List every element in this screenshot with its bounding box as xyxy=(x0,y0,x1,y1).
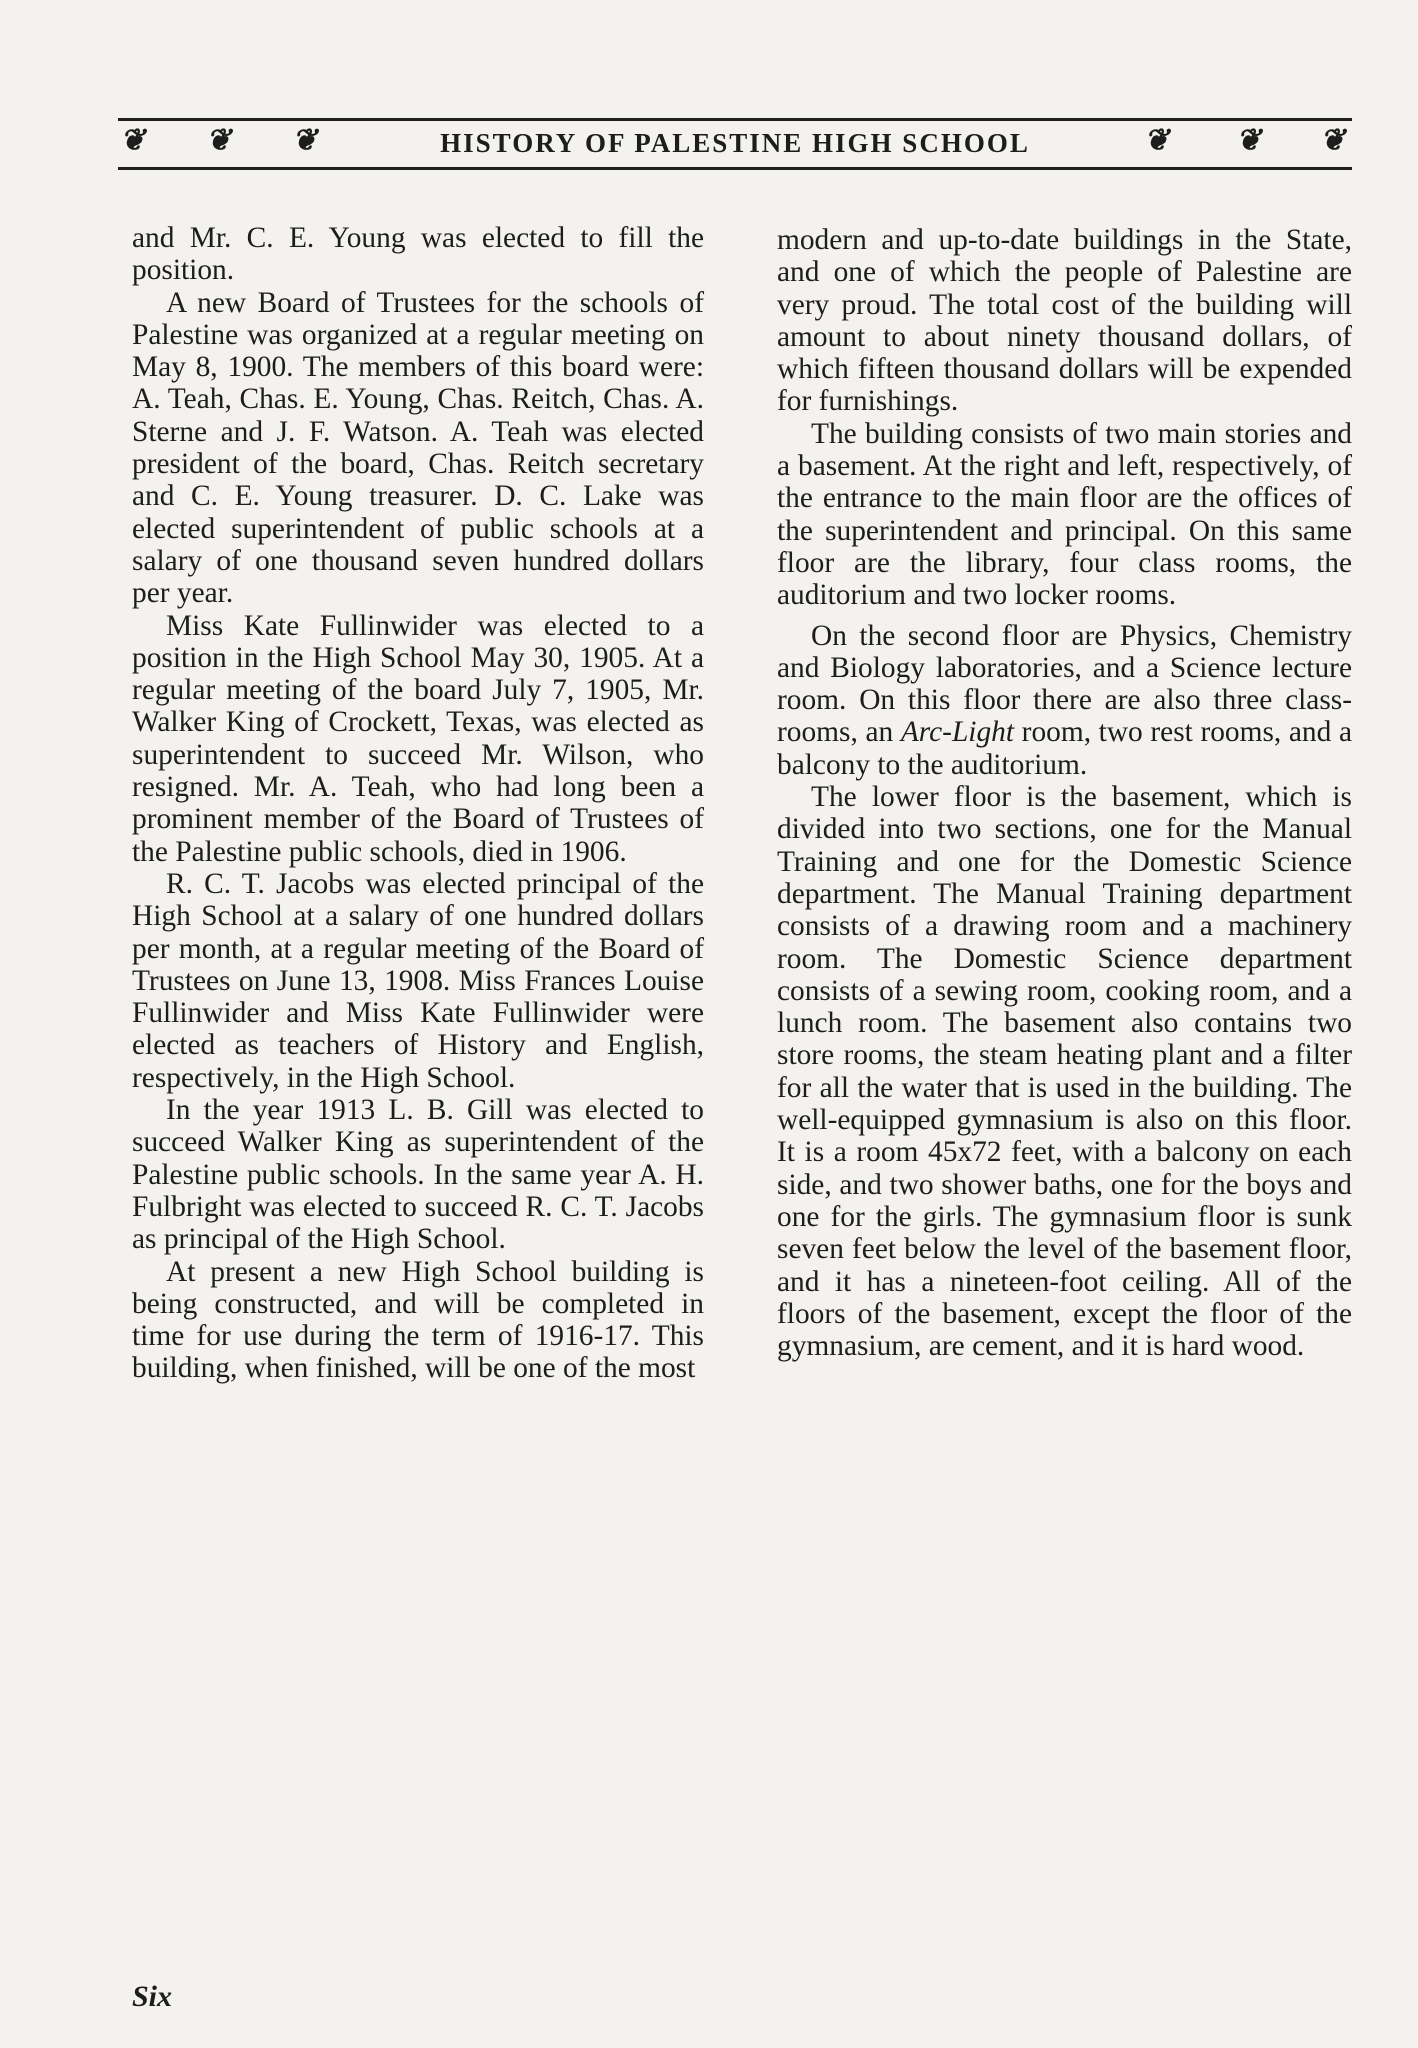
paragraph: At present a new High School building is being constructed, and will be completed in time for use during the term of 1916-17. This building, when finished, will be one of the most xyxy=(132,1255,704,1385)
header-rule-bottom xyxy=(118,167,1352,170)
running-title: HISTORY OF PALESTINE HIGH SCHOOL xyxy=(440,128,1030,158)
paragraph: modern and up-to-date buildings in the State, and one of which the people of Palestine are very proud. The total cost of the building will amount to about ninety thousand dollars, of which fifteen thousand dollars will be expended for furnishings. xyxy=(777,224,1352,418)
paragraph xyxy=(777,620,1352,781)
right-column xyxy=(777,224,1352,1362)
header-rule-top xyxy=(118,118,1352,121)
ornament-icon: ❦ xyxy=(120,123,146,158)
paragraph: R. C. T. Jacobs was elected principal of the High School at a salary of one hundred dollars per month, at a regular meeting of the Board of Trustees on June 13, 1908. Miss Frances Louise Fullinwider and Miss Kate Fullinwider were elected as teachers of History and English, respectively, in the High School. xyxy=(132,867,704,1094)
ornament-icon: ❦ xyxy=(206,123,232,158)
paragraph: The lower floor is the basement, which is divided into two sections, one for the Manual Training and one for the Domestic Science department. The Manual Training department consists of a drawing room and a machinery room. The Domestic Science department consists of a sewing room, cooking room, and a lunch room. The basement also contains two store rooms, the steam heating plant and a filter for all the water that is used in the building. The well-equipped gymnasium is also on this floor. It is a room 45x72 feet, with a balcony on each side, and two shower baths, one for the boys and one for the girls. The gymnasium floor is sunk seven feet below the level of the basement floor, and it has a nineteen-foot ceiling. All of the floors of the basement, except the floor of the gymnasium, are cement, and it is hard wood. xyxy=(777,781,1352,1363)
page-header xyxy=(118,118,1352,170)
left-column xyxy=(132,222,704,1385)
paragraph: In the year 1913 L. B. Gill was elected to succeed Walker King as superintendent of the Palestine public schools. In the same year A. H. Fulbright was elected to succeed R. C. T. Jacobs as principal of the High School. xyxy=(132,1094,704,1256)
italic-term: Arc-Light xyxy=(900,716,1015,749)
page-number: Six xyxy=(132,1980,173,2013)
ornament-icon: ❦ xyxy=(1320,123,1346,158)
paragraph-text: On the second floor are Physics, Chemistry and Biology laboratories, and a Science lecture room. On this floor there are also three class-rooms, an xyxy=(777,619,1352,749)
paragraph: and Mr. C. E. Young was elected to fill the position. xyxy=(132,222,704,287)
ornament-icon: ❦ xyxy=(1144,123,1170,158)
ornament-icon: ❦ xyxy=(292,123,318,158)
paragraph-text: room, two rest rooms, and a balcony to the auditorium. xyxy=(777,716,1352,781)
paragraph: A new Board of Trustees for the schools of Palestine was organized at a regular meeting on May 8, 1900. The members of this board were: A. Teah, Chas. E. Young, Chas. Reitch, Chas. A. Sterne and J. F. Watson. A. Teah was elected president of the board, Chas. Reitch secretary and C. E. Young treasurer. D. C. Lake was elected superintendent of public schools at a salary of one thousand seven hundred dollars per year. xyxy=(132,286,704,610)
paragraph: The building consists of two main stories and a basement. At the right and left, respectively, of the entrance to the main floor are the offices of the superintendent and principal. On this same floor are the library, four class rooms, the auditorium and two locker rooms. xyxy=(777,417,1352,612)
paragraph: Miss Kate Fullinwider was elected to a position in the High School May 30, 1905. At a regular meeting of the board July 7, 1905, Mr. Walker King of Crockett, Texas, was elected as superintendent to succeed Mr. Wilson, who resigned. Mr. A. Teah, who had long been a prominent member of the Board of Trustees of the Palestine public schools, died in 1906. xyxy=(132,609,704,868)
ornament-icon: ❦ xyxy=(1236,123,1262,158)
